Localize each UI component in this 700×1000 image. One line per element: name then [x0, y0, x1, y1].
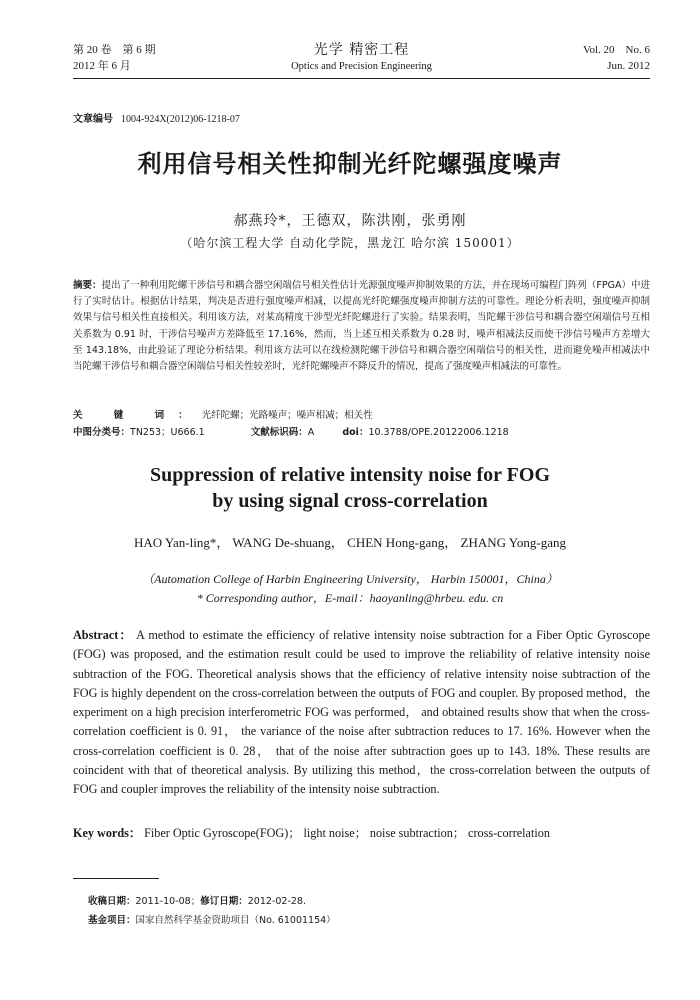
- abstract-cn-label: 摘要：: [73, 280, 102, 291]
- doc-code-value: A: [307, 427, 315, 438]
- header-divider: [73, 78, 650, 79]
- title-en-line2: by using signal cross-correlation: [212, 490, 488, 512]
- doi-label: doi：: [342, 427, 369, 438]
- abstract-en-label: Abstract：: [73, 628, 133, 642]
- article-number-label: 文章编号: [73, 114, 113, 125]
- fund-label: 基金项目：: [88, 915, 136, 926]
- authors-en: HAO Yan-ling*， WANG De-shuang， CHEN Hong-gang， ZHANG Yong-gang: [134, 535, 566, 550]
- header-right: [583, 42, 650, 74]
- abstract-en-text: A method to estimate the efficiency of relative intensity noise subtraction for a Fiber Optic Gyroscope (FOG) was proposed, and the estimation result could be used to improve the reliability of relative intensity noise subtraction of the FOG. Theoretical analysis shows that the efficiency of relative intensity noise subtraction of the FOG is highly dependent on the cross-correlation between the outputs of FOG and coupler. By proposed method，the experiment on a high precision interferometric FOG was performed， and obtained results show that when the cross-correlation coefficient is 0. 91， the variance of the noise after subtraction reduces to 17. 16%. However when the cross-correlation coefficient is 0. 28， that of the noise after subtraction goes up to 143. 18%. These results are coincident with that of theoretical analysis. By utilizing this method，the cross-correlation between the outputs of FOG and coupler improves the reliability of the intensity noise subtraction.: [73, 628, 650, 797]
- keywords-en-text: Fiber Optic Gyroscope(FOG)； light noise； noise subtraction； cross-correlation: [144, 826, 550, 840]
- revised-value: 2012-02-28.: [247, 896, 306, 907]
- article-number: [73, 110, 240, 125]
- title-en-line1: Suppression of relative intensity noise for FOG: [149, 464, 551, 486]
- corresponding-author: * Corresponding author，E-mail：haoyanling@hrbeu. edu. cn: [196, 591, 504, 605]
- abstract-cn-text: 提出了一种利用陀螺干涉信号和耦合器空闲端信号相关性估计光源强度噪声抑制效果的方法，并在现场可编程门阵列（FPGA）中进行了实时估计。根据估计结果，判决是否进行强度噪声相减，以提高光纤陀螺强度噪声抑制方法的可靠性。理论分析表明，强度噪声抑制效果与信号相关性直接相关。利用该方法，对某高精度干涉型光纤陀螺进行了实验。结果表明，当陀螺干涉信号和耦合器空闲端信号互相关系数为 0.91 时，干涉信号噪声方差降低至 17.16%，然而，当上述互相关系数为 0.28 时，噪声相减法反而使干涉信号噪声方差增大至 143.18%，由此验证了理论分析结果。利用该方法可以在线检测陀螺干涉信号和耦合器空闲端信号的相关性，进而避免噪声相减法中当陀螺干涉信号和耦合器空闲端信号相关性较差时，光纤陀螺噪声不降反升的情况，提高了强度噪声相减法的可靠性。: [73, 280, 650, 373]
- footnote-divider: [73, 878, 159, 879]
- header-center: [73, 42, 650, 74]
- footnote-dates: [88, 893, 306, 907]
- date-en: Jun. 2012: [607, 60, 650, 72]
- affiliation-en-block: [0, 570, 700, 608]
- keywords-en: [73, 824, 650, 841]
- classification-line: [73, 424, 650, 438]
- journal-name-cn: 光学 精密工程: [313, 42, 410, 58]
- footnote-fund: [88, 912, 336, 926]
- date-cn: 2012 年 6 月: [73, 60, 131, 72]
- article-number-value: 1004-924X(2012)06-1218-07: [121, 114, 240, 125]
- abstract-cn: [73, 278, 650, 375]
- keywords-cn-text: 光纤陀螺；光路噪声；噪声相减；相关性: [201, 410, 373, 421]
- keywords-en-label: Key words：: [73, 826, 142, 840]
- volume-issue-cn: 第 20 卷 第 6 期: [73, 44, 156, 56]
- doc-code-label: 文献标识码：: [250, 427, 308, 438]
- doi-value: 10.3788/OPE.20122006.1218: [368, 427, 509, 438]
- received-value: 2011-10-08；: [135, 896, 201, 907]
- title-cn: 利用信号相关性抑制光纤陀螺强度噪声: [137, 150, 563, 178]
- keywords-cn: [73, 407, 650, 421]
- abstract-en: [73, 626, 650, 800]
- revised-label: 修订日期：: [200, 896, 248, 907]
- title-en: [0, 462, 700, 514]
- clc-value: TN253；U666.1: [130, 427, 205, 438]
- clc-label: 中图分类号：: [73, 427, 131, 438]
- journal-name-en: Optics and Precision Engineering: [291, 61, 432, 72]
- affiliation-en: （Automation College of Harbin Engineering University， Harbin 150001，China）: [142, 572, 558, 586]
- authors-cn: 郝燕玲*，王德双，陈洪刚，张勇刚: [233, 213, 467, 229]
- affiliation-cn: （哈尔滨工程大学 自动化学院，黑龙江 哈尔滨 150001）: [180, 236, 520, 250]
- running-header: [73, 42, 650, 78]
- received-label: 收稿日期：: [88, 896, 136, 907]
- volume-issue-en: Vol. 20 No. 6: [582, 44, 650, 56]
- keywords-cn-label: 关 键 词：: [73, 410, 202, 421]
- fund-value: 国家自然科学基金资助项目（No. 61001154）: [135, 915, 336, 926]
